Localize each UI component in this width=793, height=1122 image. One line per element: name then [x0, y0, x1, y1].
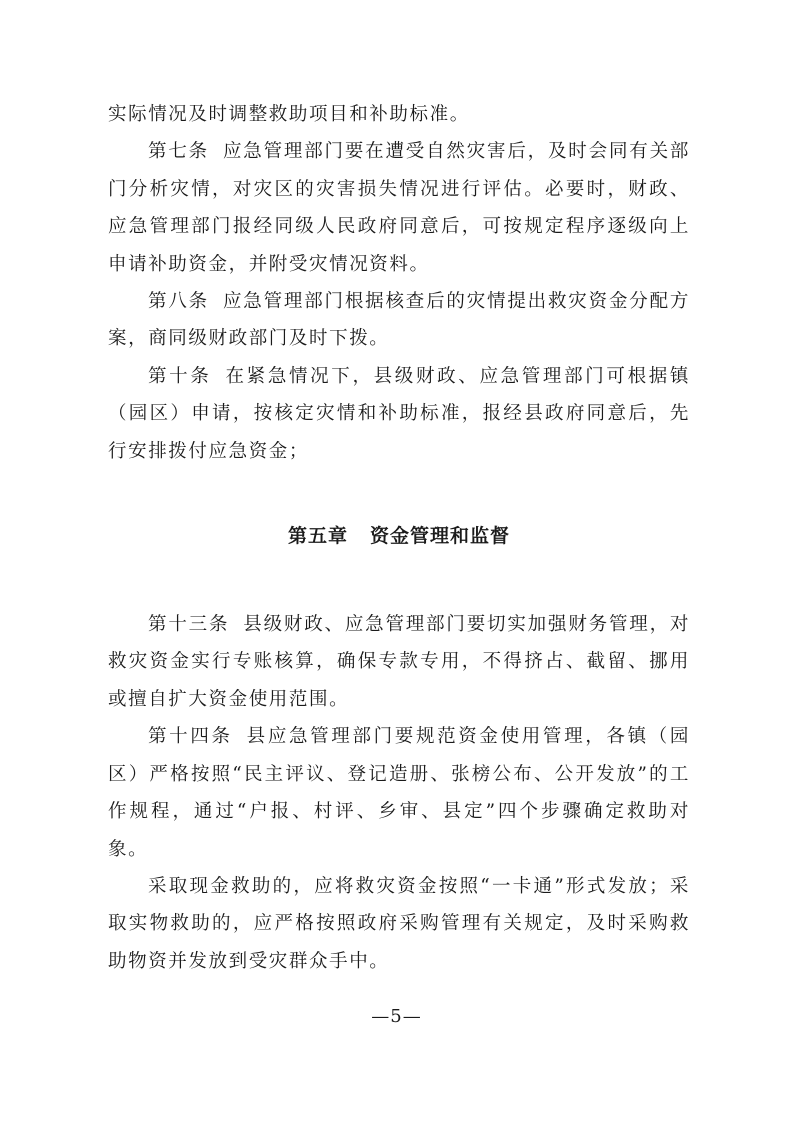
article-text: 应急管理部门根据核查后的灾情提出救灾资金分配方案，商同级财政部门及时下拨。: [108, 291, 690, 350]
article-text: 应急管理部门要在遭受自然灾害后，及时会同有关部门分析灾情，对灾区的灾害损失情况进行评估。必要时，财政、应急管理部门报经同级人民政府同意后，可按规定程序逐级向上申请补助资金，并附受灾情况资料。: [108, 141, 690, 275]
article-13: [108, 606, 690, 718]
article-text: 在紧急情况下，县级财政、应急管理部门可根据镇（园区）申请，按核定灾情和补助标准，报经县政府同意后，先行安排拨付应急资金；: [108, 365, 691, 462]
document-page: [108, 96, 690, 980]
article-10: [108, 358, 690, 470]
paragraph-text: 实际情况及时调整救助项目和补助标准。: [108, 104, 470, 125]
article-text: 县级财政、应急管理部门要切实加强财务管理，对救灾资金实行专账核算，确保专款专用，不得挤占、截留、挪用或擅自扩大资金使用范围。: [108, 614, 690, 710]
article-8: [108, 283, 690, 358]
article-label: 第十三条: [148, 614, 230, 636]
article-label: 第八条: [148, 291, 209, 313]
article-label: 第十四条: [148, 726, 233, 748]
paragraph-text: 采取现金救助的，应将救灾资金按照“一卡通”形式发放；采取实物救助的，应严格按照政府采购管理有关规定，及时采购救助物资并发放到受灾群众手中。: [108, 875, 690, 972]
article-label: 第七条: [148, 141, 209, 163]
article-7: [108, 133, 690, 283]
page-number: —5—: [371, 1006, 422, 1027]
article-14: [108, 718, 690, 868]
article-text: 县应急管理部门要规范资金使用管理，各镇（园区）严格按照“民主评议、登记造册、张榜公布、公开发放”的工作规程，通过“户报、村评、乡审、县定”四个步骤确定救助对象。: [108, 726, 690, 860]
chapter-title: 资金管理和监督: [370, 525, 511, 548]
article-label: 第十条: [148, 365, 212, 387]
paragraph-continuation: [108, 96, 690, 133]
chapter-heading: [108, 522, 690, 550]
paragraph-cash-relief: [108, 868, 690, 980]
chapter-number: 第五章: [287, 525, 348, 548]
